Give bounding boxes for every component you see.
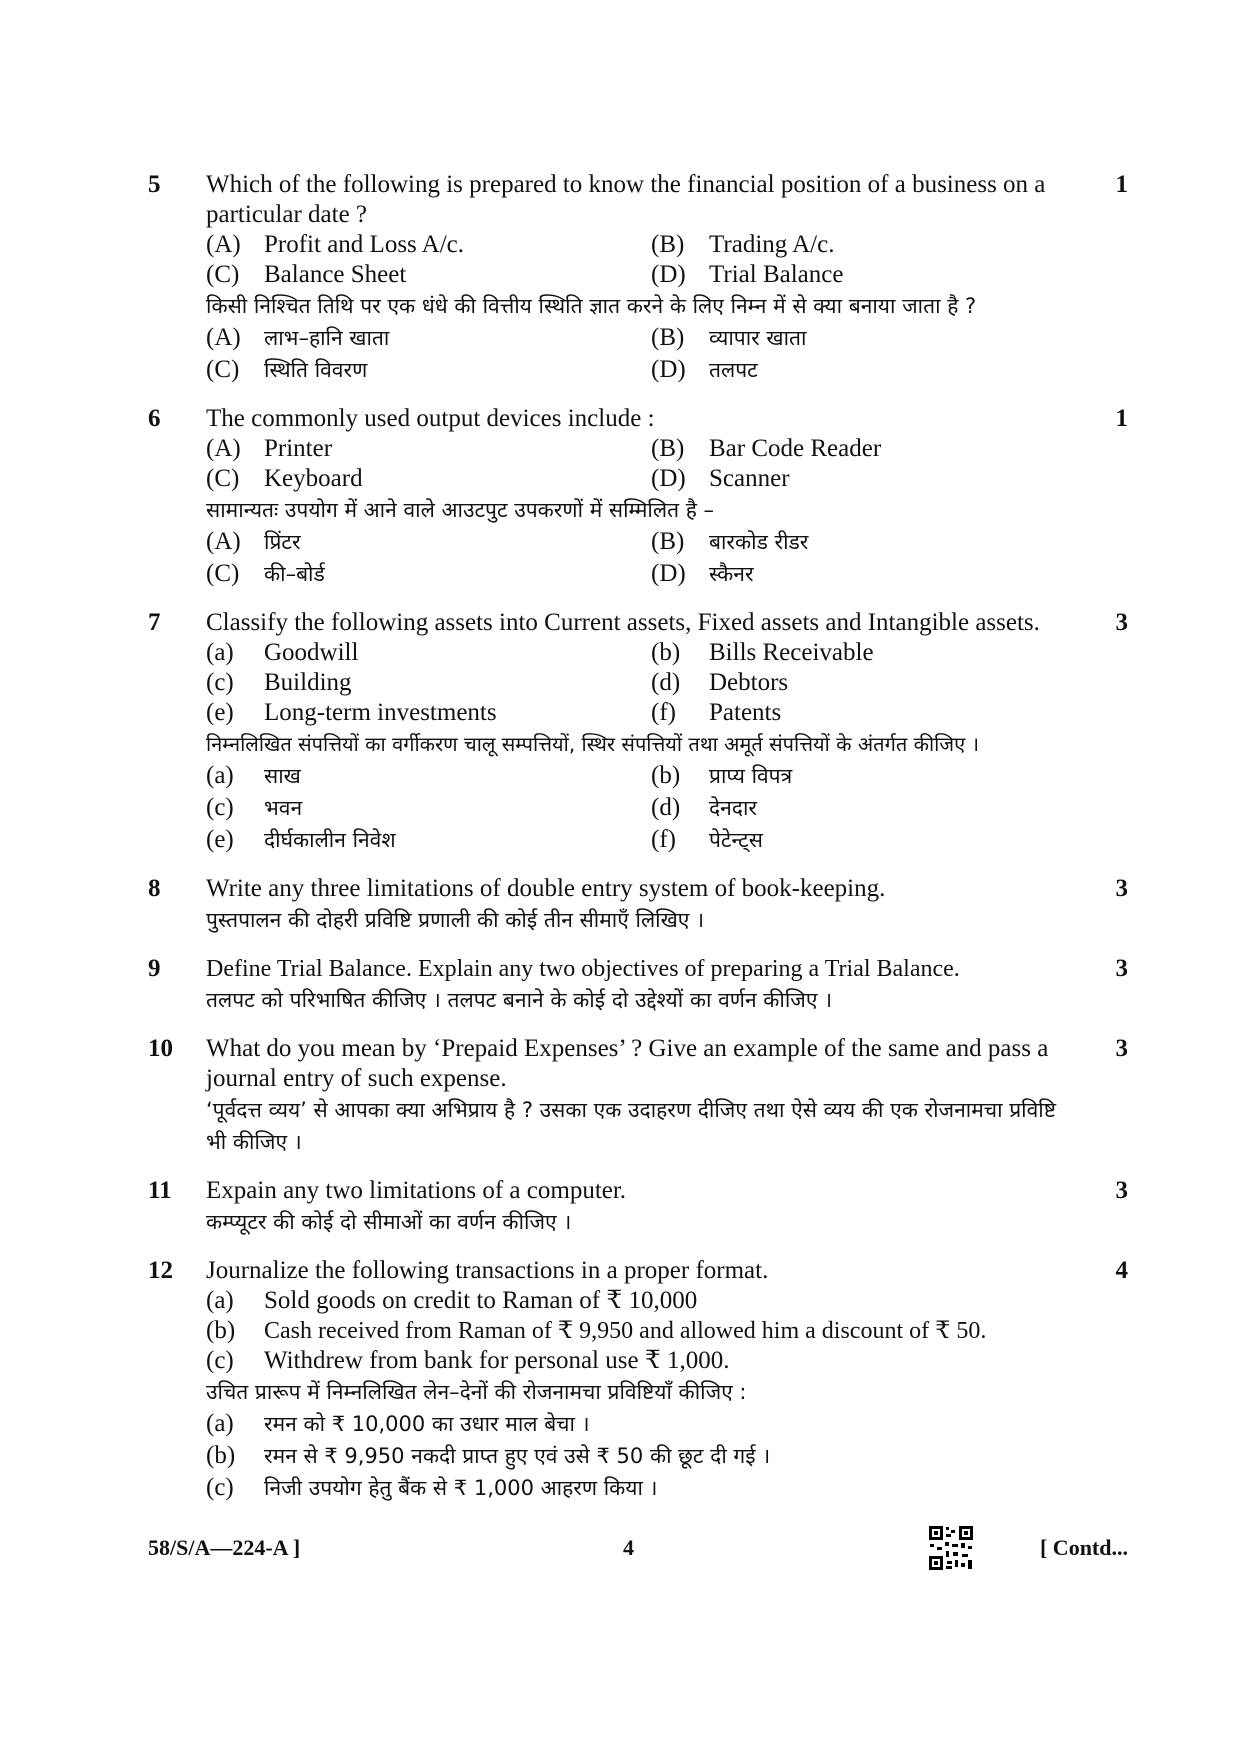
item-label: (b) [206,1317,236,1344]
option-label: (a) [206,762,234,789]
option-label: (A) [206,324,241,351]
options-en [206,638,1118,728]
question-5 [148,170,1128,386]
question-text-hi: किसी निश्चित तिथि पर एक धंधे की वित्तीय स्थिति ज्ञात करने के लिए निम्न में से क्या बनाया जाता है ? [206,294,977,318]
question-number: 6 [148,405,161,432]
option-text: Bar Code Reader [709,435,882,462]
question-marks: 3 [1115,609,1128,636]
question-text-en: Write any three limitations of double entry system of book-keeping. [206,875,886,902]
option-text: दीर्घकालीन निवेश [264,828,396,852]
question-11 [148,1176,1128,1238]
question-number: 12 [148,1257,173,1284]
question-text-hi: सामान्यतः उपयोग में आने वाले आउटपुट उपकरणों में सम्मिलित है – [206,498,715,522]
item-text: रमन से ₹ 9,950 नकदी प्राप्त हुए एवं उसे ₹ 50 की छूट दी गई । [264,1444,771,1468]
option-label: (A) [206,528,241,555]
option-text: Keyboard [264,465,363,492]
options-hi [206,526,1118,590]
option-text: Profit and Loss A/c. [264,231,464,258]
option [651,638,1118,668]
option-label: (C) [206,261,240,288]
option [651,260,1118,290]
transaction-item [206,1286,1140,1316]
question-text-en: What do you mean by ‘Prepaid Expenses’ ? Give an example of the same and pass a journal entry of such expense. [206,1035,1049,1092]
option-label: (B) [651,231,685,258]
option [206,824,651,856]
transaction-item [206,1472,1140,1504]
question-12 [148,1256,1128,1504]
option [651,668,1118,698]
option [206,354,651,386]
item-text: निजी उपयोग हेतु बैंक से ₹ 1,000 आहरण किया । [264,1476,658,1500]
page-number: 4 [623,1535,634,1560]
option-label: (A) [206,231,241,258]
option-label: (b) [651,639,681,666]
question-marks: 4 [1115,1257,1128,1284]
question-text-en: Classify the following assets into Current assets, Fixed assets and Intangible assets. [206,609,1040,636]
option [206,526,651,558]
option-label: (a) [206,639,234,666]
option-text: भवन [264,796,303,820]
question-marks: 3 [1115,955,1128,982]
option [206,322,651,354]
option-label: (f) [651,699,676,726]
option-text: Trial Balance [709,261,844,288]
option-text: Patents [709,699,782,726]
option-text: व्यापार खाता [709,326,807,350]
option [206,464,651,494]
option-label: (b) [651,762,681,789]
question-number: 11 [148,1177,172,1204]
option [206,230,651,260]
option-text: Balance Sheet [264,261,407,288]
question-marks: 1 [1115,405,1128,432]
item-label: (a) [206,1287,234,1314]
option [651,322,1118,354]
option-text: पेटेन्ट्स [709,828,763,852]
item-text: Withdrew from bank for personal use ₹ 1,000. [264,1347,730,1374]
question-text-en: Which of the following is prepared to know the financial position of a business on a particular date ? [206,171,1046,228]
item-label: (c) [206,1347,234,1374]
options-en [206,434,1118,494]
question-paper-page [148,170,1128,1522]
option [651,526,1118,558]
option-text: लाभ–हानि खाता [264,326,390,350]
option [651,698,1118,728]
question-number: 8 [148,875,161,902]
option-text: तलपट [709,358,758,382]
option [651,354,1118,386]
option [651,434,1118,464]
option [651,464,1118,494]
item-label: (b) [206,1442,236,1469]
option [651,558,1118,590]
option-text: Bills Receivable [709,639,874,666]
option [206,760,651,792]
question-text-hi: तलपट को परिभाषित कीजिए । तलपट बनाने के कोई दो उद्देश्यों का वर्णन कीजिए । [206,988,833,1012]
option [206,638,651,668]
option-label: (C) [206,560,240,587]
question-marks: 3 [1115,1177,1128,1204]
question-marks: 3 [1115,1035,1128,1062]
option-label: (D) [651,356,686,383]
option [651,760,1118,792]
option [206,260,651,290]
question-text-en: Define Trial Balance. Explain any two objectives of preparing a Trial Balance. [206,956,960,982]
option-label: (D) [651,560,686,587]
question-number: 10 [148,1035,173,1062]
paper-code: 58/S/A—224-A ] [148,1535,301,1560]
option [651,824,1118,856]
option-text: की–बोर्ड [264,562,325,586]
question-text-hi: कम्प्यूटर की कोई दो सीमाओं का वर्णन कीजिए । [206,1210,572,1234]
question-10 [148,1034,1128,1158]
option-text: Trading A/c. [709,231,835,258]
options-hi [206,322,1118,386]
question-8 [148,874,1128,936]
options-hi [206,760,1118,856]
option-text: प्रिंटर [264,530,301,554]
option-label: (D) [651,465,686,492]
option [206,668,651,698]
question-text-en: Journalize the following transactions in a proper format. [206,1257,769,1284]
option-label: (C) [206,356,240,383]
option-label: (c) [206,794,234,821]
option-text: Printer [264,435,333,462]
transaction-item [206,1316,1140,1346]
question-number: 5 [148,171,161,198]
transaction-item [206,1346,1140,1376]
option-label: (d) [651,669,681,696]
question-number: 9 [148,955,161,982]
question-marks: 3 [1115,875,1128,902]
continued-label: [ Contd... [1039,1535,1128,1560]
option-label: (f) [651,826,676,853]
question-9 [148,954,1128,1016]
option [206,698,651,728]
item-text: Sold goods on credit to Raman of ₹ 10,000 [264,1287,698,1314]
option-label: (C) [206,465,240,492]
option-label: (B) [651,528,685,555]
option [206,558,651,590]
option-label: (B) [651,324,685,351]
question-6 [148,404,1128,590]
option-text: Scanner [709,465,790,492]
option-label: (c) [206,669,234,696]
option-text: Building [264,669,352,696]
question-7 [148,608,1128,856]
option-text: देनदार [709,796,757,820]
option-text: प्राप्य विपत्र [709,764,793,788]
question-text-hi: पुस्तपालन की दोहरी प्रविष्टि प्रणाली की कोई तीन सीमाएँ लिखिए । [206,908,705,932]
option-text: Long-term investments [264,699,497,726]
item-text: रमन को ₹ 10,000 का उधार माल बेचा । [264,1412,590,1436]
item-label: (a) [206,1410,234,1437]
option [651,792,1118,824]
option-text: Debtors [709,669,789,696]
transaction-item [206,1408,1140,1440]
question-text-en: The commonly used output devices include : [206,405,655,432]
option-label: (A) [206,435,241,462]
option-text: साख [264,764,301,788]
option-text: बारकोड रीडर [709,530,809,554]
option-text: स्थिति विवरण [264,358,368,382]
item-text: Cash received from Raman of ₹ 9,950 and allowed him a discount of ₹ 50. [264,1318,987,1344]
option-label: (e) [206,699,234,726]
option-label: (e) [206,826,234,853]
transaction-item [206,1440,1140,1472]
option [206,792,651,824]
question-text-hi: ‘पूर्वदत्त व्यय’ से आपका क्या अभिप्राय है ? उसका एक उदाहरण दीजिए तथा ऐसे व्यय की एक रोजनामचा प्रविष्टि भी कीजिए । [206,1098,1056,1154]
qr-code-icon [928,1525,974,1571]
option-label: (B) [651,435,685,462]
question-number: 7 [148,609,161,636]
item-label: (c) [206,1474,234,1501]
question-text-hi: निम्नलिखित संपत्तियों का वर्गीकरण चालू सम्पत्तियों, स्थिर संपत्तियों तथा अमूर्त संपत्तियों के अंतर्गत कीजिए । [206,732,980,756]
page-footer [148,1525,1128,1575]
question-text-hi: उचित प्रारूप में निम्नलिखित लेन–देनों की रोजनामचा प्रविष्टियाँ कीजिए : [206,1380,747,1404]
option-text: Goodwill [264,639,359,666]
question-text-en: Expain any two limitations of a computer. [206,1177,627,1204]
option [206,434,651,464]
option [651,230,1118,260]
option-text: स्कैनर [709,562,754,586]
option-label: (d) [651,794,681,821]
question-marks: 1 [1115,171,1128,198]
option-label: (D) [651,261,686,288]
options-en [206,230,1118,290]
